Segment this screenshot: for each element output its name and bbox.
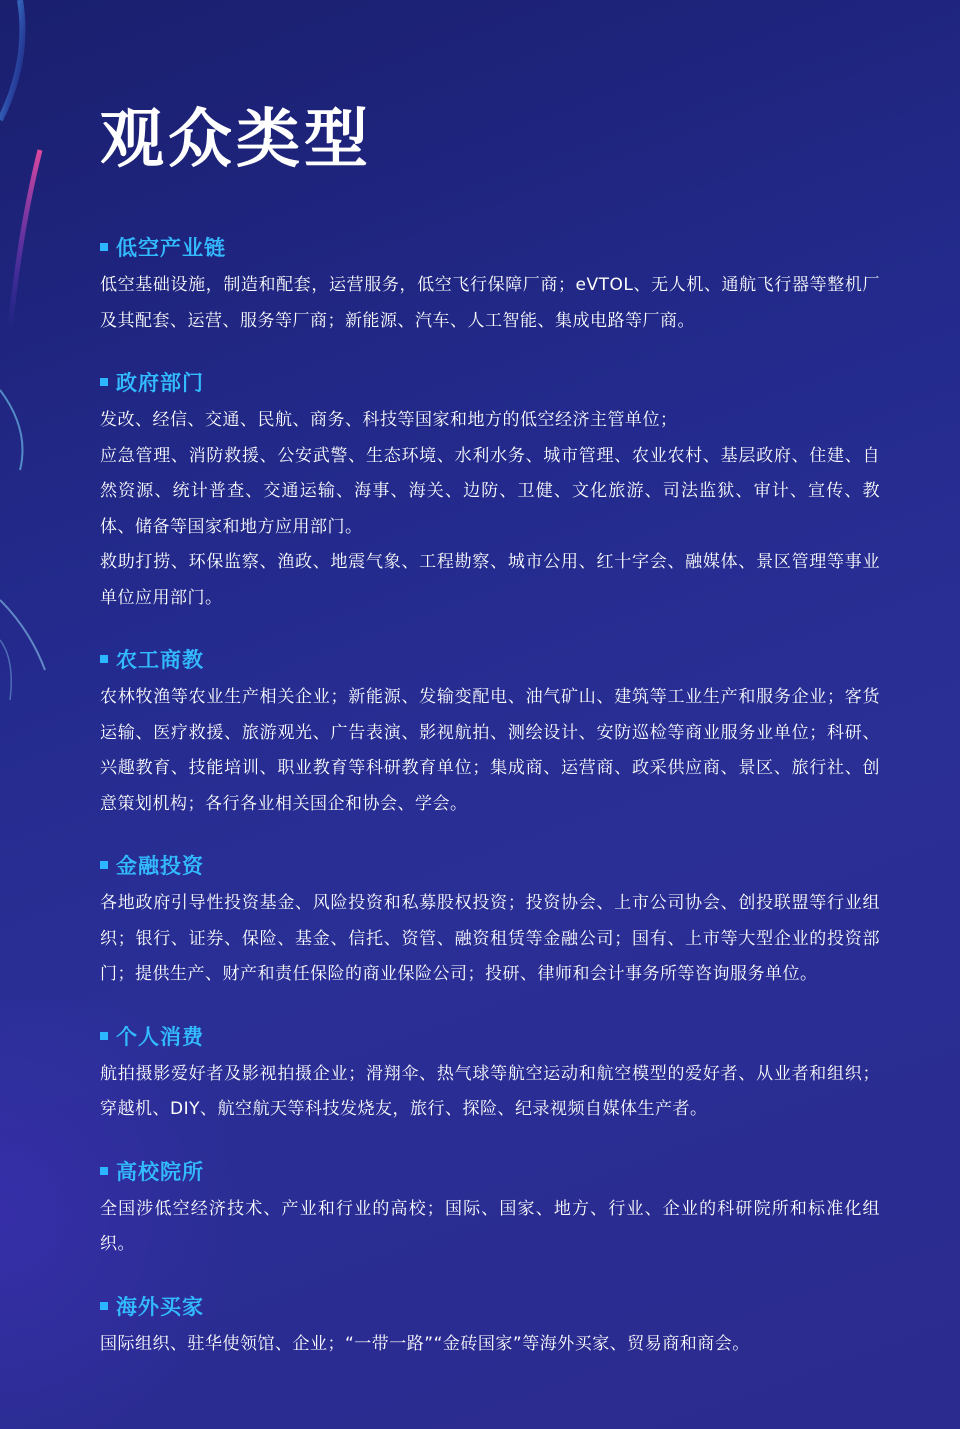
square-bullet-icon (100, 1167, 108, 1175)
section-finance-investment (100, 846, 880, 993)
section-paragraph: 全国涉低空经济技术、产业和行业的高校；国际、国家、地方、行业、企业的科研院所和标准化组织。 (100, 1198, 880, 1254)
section-title: 农工商教 (116, 648, 204, 672)
section-title: 个人消费 (116, 1024, 204, 1049)
page-title: 观众类型 (100, 103, 372, 177)
section-personal-consumption (100, 1017, 880, 1128)
section-header (100, 1152, 880, 1190)
section-paragraph: 农林牧渔等农业生产相关企业；新能源、发输变配电、油气矿山、建筑等工业生产和服务企业；客货运输、医疗救援、旅游观光、广告表演、影视航拍、测绘设计、安防巡检等商业服务业单位；科研、兴趣教育、技能培训、职业教育等科研教育单位；集成商、运营商、政采供应商、景区、旅行社、创意策划机构；各行各业相关国企和协会、学会。 (100, 687, 880, 814)
section-agri-industry-commerce-edu (100, 640, 880, 822)
square-bullet-icon (100, 243, 108, 251)
section-paragraph: 低空基础设施，制造和配套，运营服务，低空飞行保障厂商；eVTOL、无人机、通航飞行器等整机厂及其配套、运营、服务等厂商；新能源、汽车、人工智能、集成电路等厂商。 (100, 275, 880, 331)
section-paragraph: 航拍摄影爱好者及影视拍摄企业；滑翔伞、热气球等航空运动和航空模型的爱好者、从业者和组织；穿越机、DIY、航空航天等科技发烧友，旅行、探险、纪录视频自媒体生产者。 (100, 1063, 880, 1119)
section-title: 政府部门 (116, 371, 204, 395)
section-government (100, 363, 880, 616)
square-bullet-icon (100, 378, 108, 386)
square-bullet-icon (100, 1302, 108, 1310)
section-header (100, 1017, 880, 1055)
section-title: 高校院所 (116, 1159, 204, 1184)
section-paragraph: 国际组织、驻华使领馆、企业；“一带一路”“金砖国家”等海外买家、贸易商和商会。 (100, 1333, 750, 1354)
section-overseas-buyers (100, 1287, 880, 1363)
section-paragraph: 应急管理、消防救援、公安武警、生态环境、水利水务、城市管理、农业农村、基层政府、住建、自然资源、统计普查、交通运输、海事、海关、边防、卫健、文化旅游、司法监狱、审计、宣传、教体、储备等国家和地方应用部门。 (100, 445, 880, 537)
section-title: 海外买家 (116, 1294, 204, 1319)
section-header (100, 640, 880, 678)
section-header (100, 363, 880, 401)
section-header (100, 228, 880, 266)
section-header (100, 846, 880, 884)
section-paragraph: 救助打捞、环保监察、渔政、地震气象、工程勘察、城市公用、红十字会、融媒体、景区管理等事业单位应用部门。 (100, 552, 880, 608)
section-title: 金融投资 (116, 854, 204, 878)
main-content (100, 100, 880, 1386)
section-low-altitude-industry (100, 228, 880, 339)
section-paragraph: 各地政府引导性投资基金、风险投资和私募股权投资；投资协会、上市公司协会、创投联盟等行业组织；银行、证券、保险、基金、信托、资管、融资租赁等金融公司；国有、上市等大型企业的投资部门；提供生产、财产和责任保险的商业保险公司；投研、律师和会计事务所等咨询服务单位。 (100, 893, 880, 984)
section-universities-institutes (100, 1152, 880, 1263)
square-bullet-icon (100, 655, 108, 663)
section-title: 低空产业链 (116, 236, 226, 260)
section-header (100, 1287, 880, 1325)
section-paragraph: 发改、经信、交通、民航、商务、科技等国家和地方的低空经济主管单位； (100, 410, 678, 430)
square-bullet-icon (100, 861, 108, 869)
square-bullet-icon (100, 1032, 108, 1040)
